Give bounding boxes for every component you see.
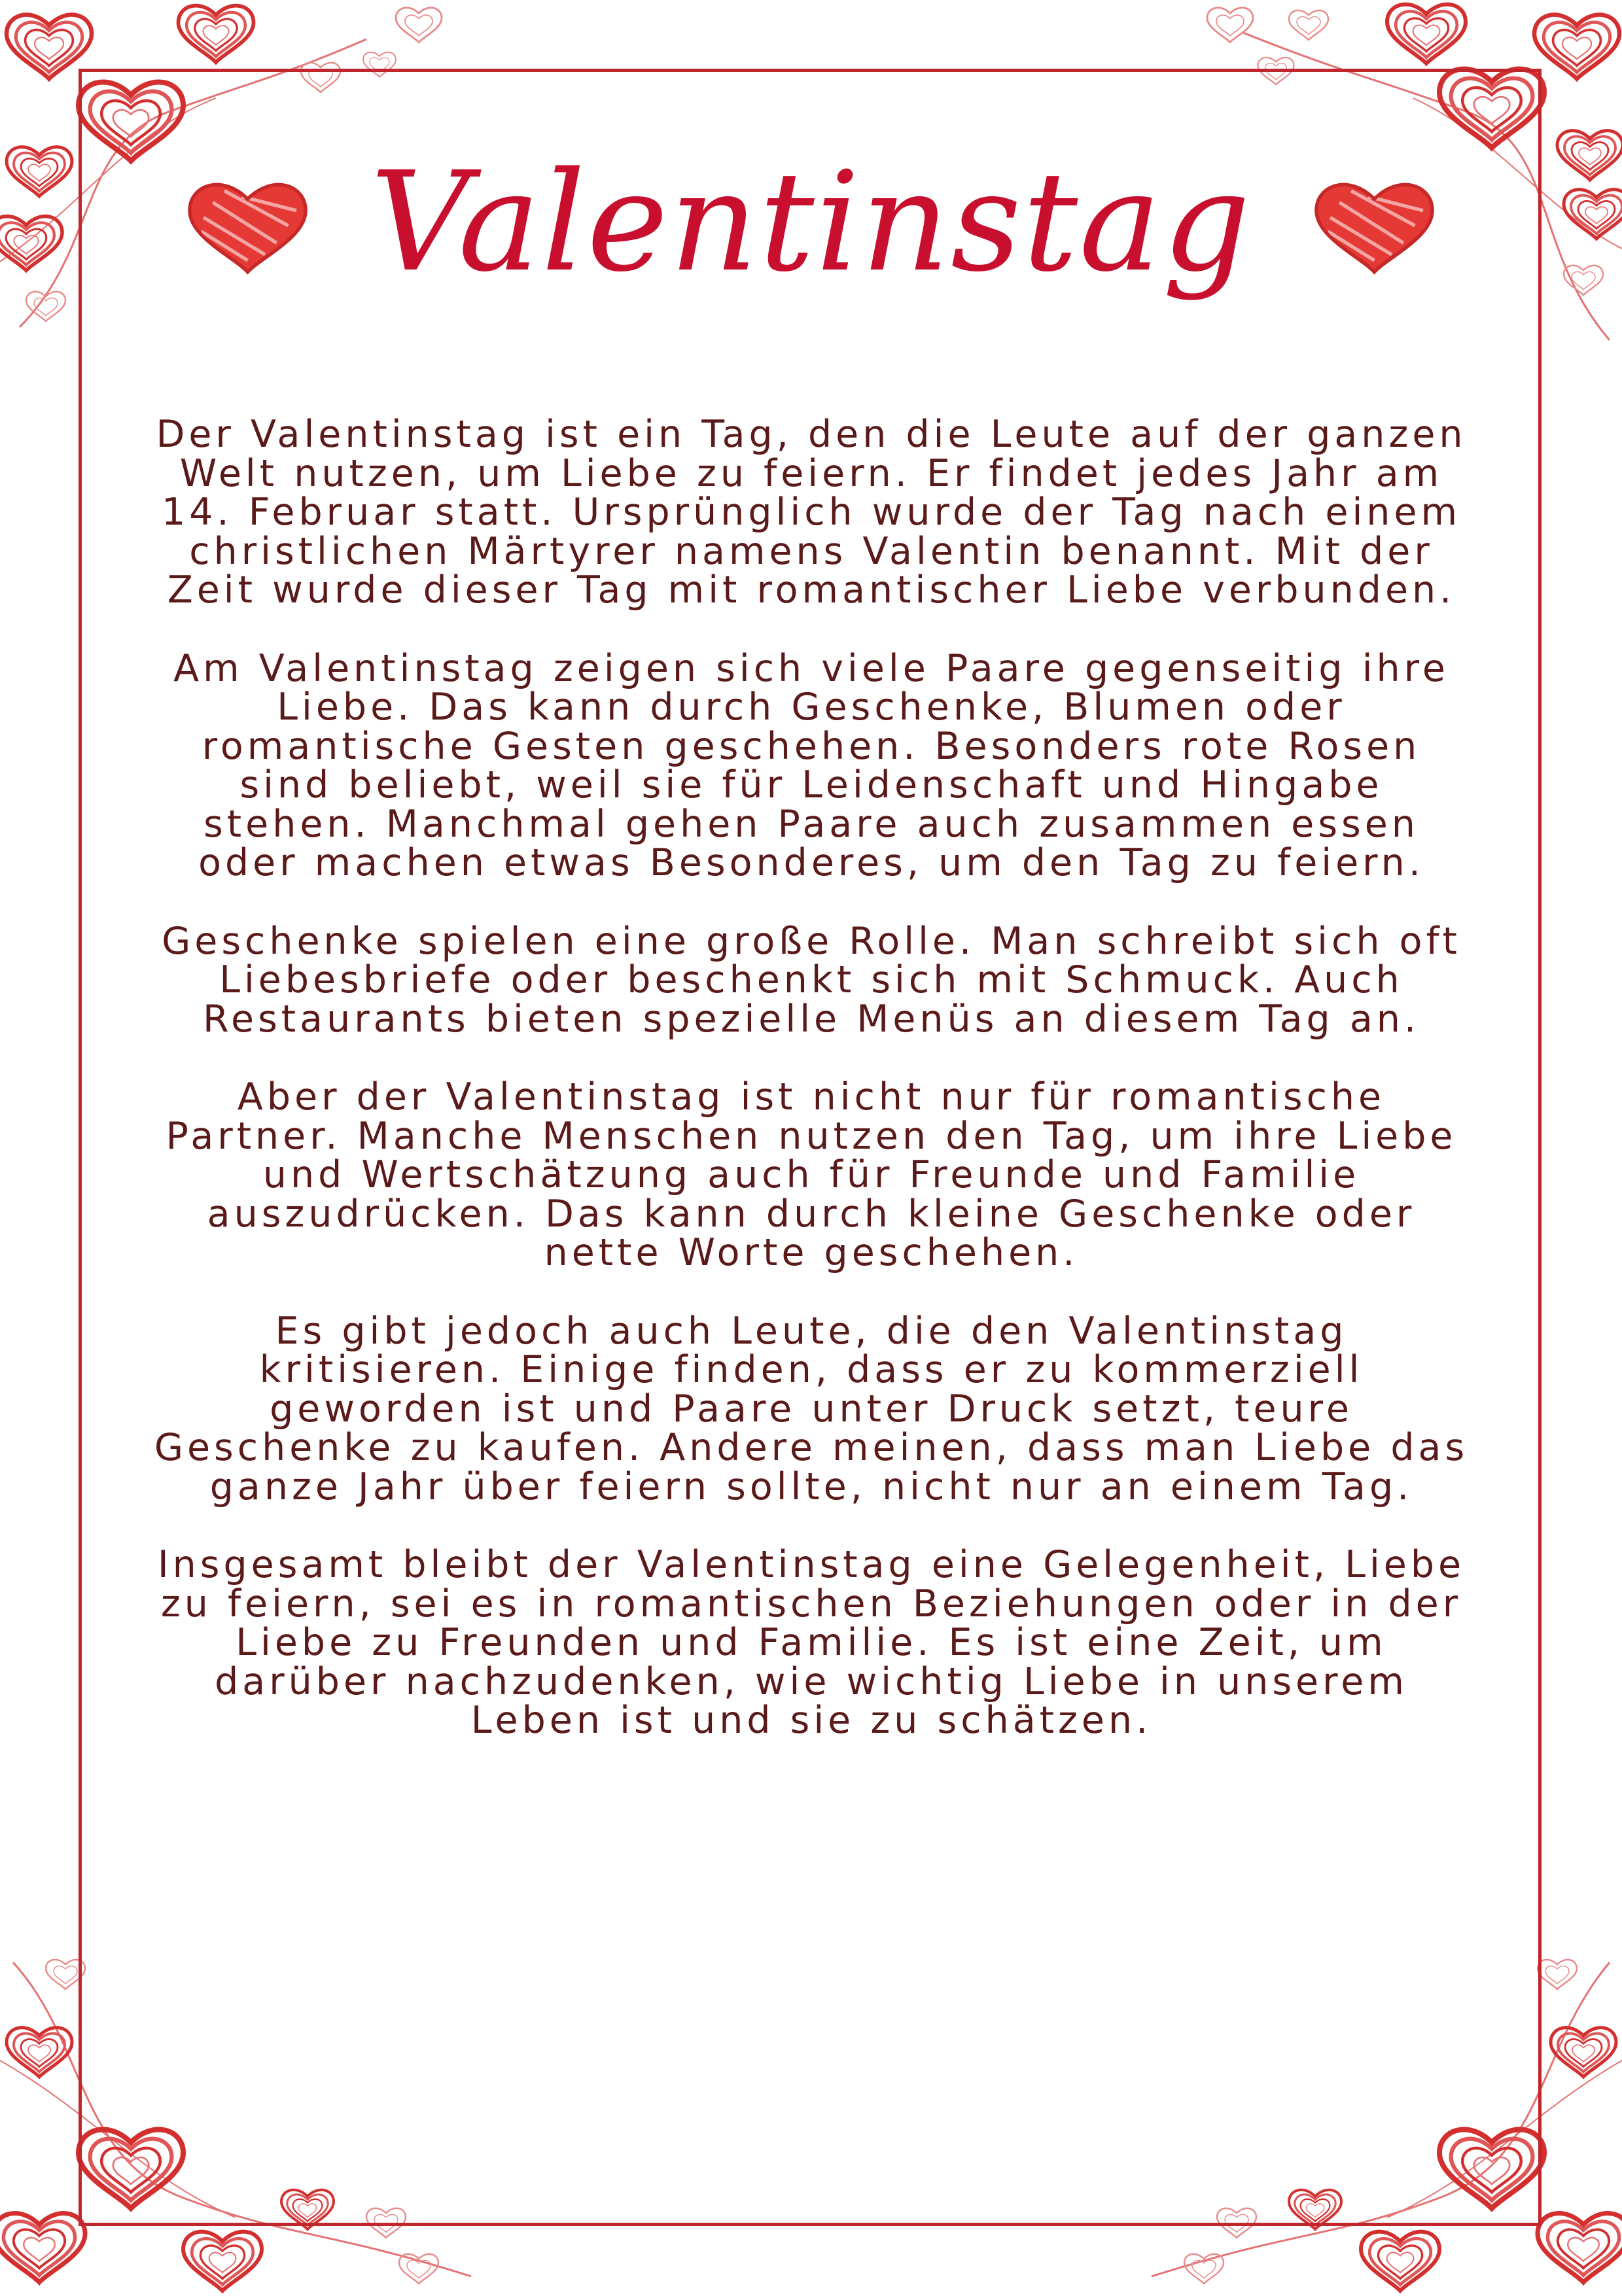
page-title: Valentinstag xyxy=(370,142,1252,302)
paragraph: Es gibt jedoch auch Leute, die den Valentinstag kritisieren. Einige finden, dass er zu kommerziell geworden ist und Paare unter Druck setzt, teure Geschenke zu kaufen. Andere meinen, dass man Liebe das ganze Jahr über feiern sollte, nicht nur an einem Tag. xyxy=(154,1309,1469,1508)
paragraph: Am Valentinstag zeigen sich viele Paare gegenseitig ihre Liebe. Das kann durch Geschenke, Blumen oder romantische Gesten geschehen. Besonders rote Rosen sind beliebt, weil sie für Leidenschaft und Hingabe stehen. Manchmal gehen Paare auch zusammen essen oder machen etwas Besonderes, um den Tag zu feiern. xyxy=(173,646,1449,884)
paragraph: Geschenke spielen eine große Rolle. Man schreibt sich oft Liebesbriefe oder beschenkt sich mit Schmuck. Auch Restaurants bieten spezielle Menüs an diesem Tag an. xyxy=(162,919,1461,1041)
title-row xyxy=(0,124,1622,321)
paragraph: Insgesamt bleibt der Valentinstag eine Gelegenheit, Liebe zu feiern, sei es in romantischen Beziehungen oder in der Liebe zu Freunden und Familie. Es ist eine Zeit, um darüber nachzudenken, wie wichtig Liebe in unserem Leben ist und sie zu schätzen. xyxy=(157,1543,1466,1742)
heart-icon xyxy=(1311,165,1438,280)
body-text xyxy=(150,415,1472,1780)
heart-icon xyxy=(184,165,311,280)
paragraph: Aber der Valentinstag ist nicht nur für romantische Partner. Manche Menschen nutzen den Tag, um ihre Liebe und Wertschätzung auch für Freunde und Familie auszudrücken. Das kann durch kleine Geschenke oder nette Worte geschehen. xyxy=(166,1075,1457,1274)
paragraph: Der Valentinstag ist ein Tag, den die Leute auf der ganzen Welt nutzen, um Liebe zu feiern. Er findet jedes Jahr am 14. Februar statt. Ursprünglich wurde der Tag nach einem christlichen Märtyrer namens Valentin benannt. Mit der Zeit wurde dieser Tag mit romantischer Liebe verbunden. xyxy=(156,413,1467,612)
